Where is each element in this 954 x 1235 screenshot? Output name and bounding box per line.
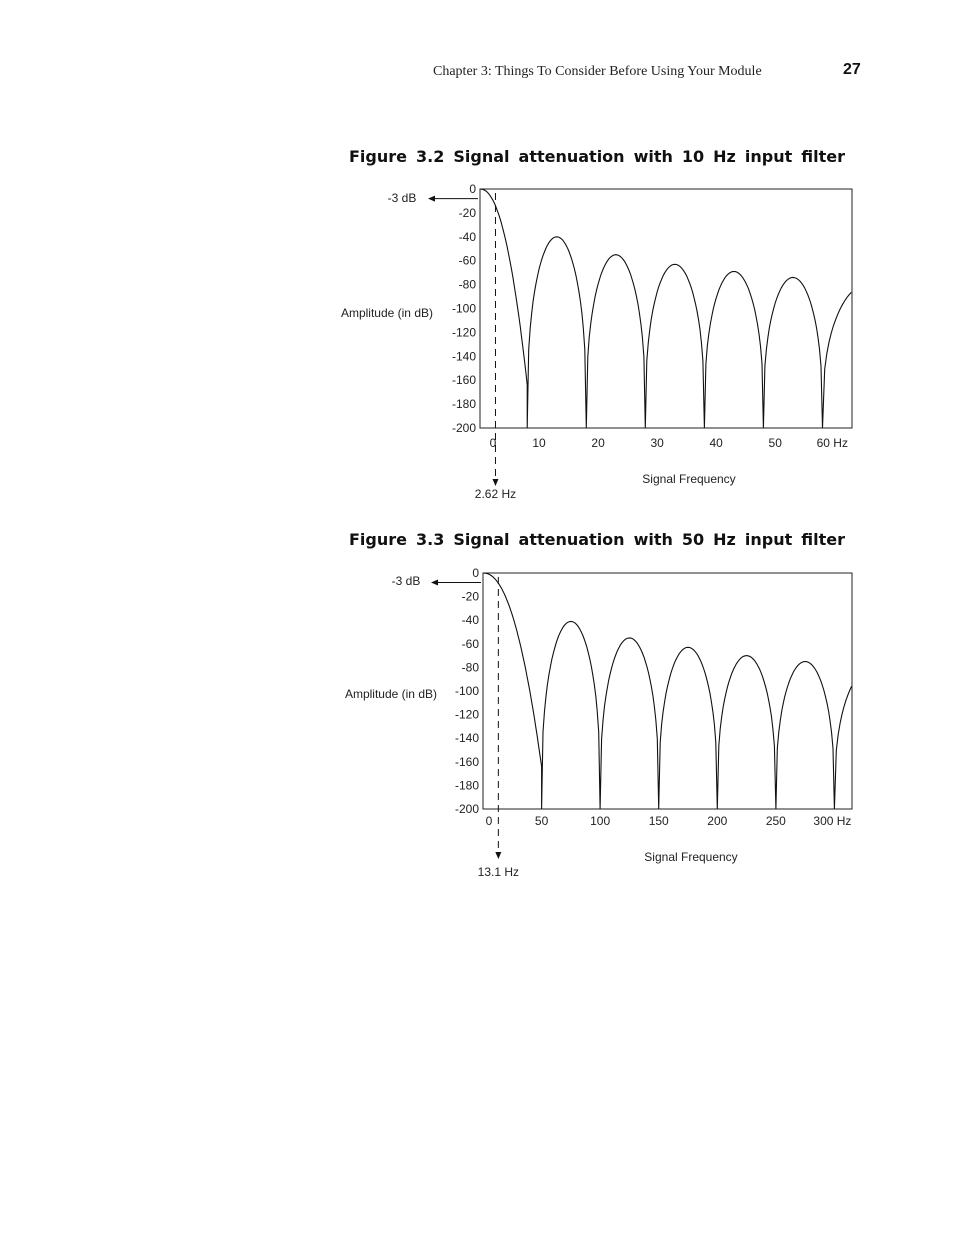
chart0-y-tick-label: -100 [451, 301, 476, 316]
chart0-cutoff-label: 2.62 Hz [474, 487, 517, 501]
chart0-cutoff-arrowhead [492, 479, 498, 486]
chart1-x-tick-label: 150 [648, 814, 669, 828]
chart0-y-axis-label: Amplitude (in dB) [340, 306, 433, 320]
page-number: 27 [843, 61, 861, 78]
chart0-y-tick-label: -160 [451, 373, 476, 388]
chart0-y-tick-label: -200 [451, 421, 476, 435]
chart0-x-axis-label: Signal Frequency [642, 472, 736, 486]
chart1-cutoff-arrowhead [495, 852, 501, 859]
chart1-y-tick-label: -100 [454, 684, 479, 698]
chart1-x-tick-label: 0 [485, 814, 493, 828]
chart0-x-tick-label: 10 [532, 436, 546, 450]
running-head: Chapter 3: Things To Consider Before Using Your Module [433, 64, 762, 79]
chart0-y-tick-label: 0 [469, 182, 476, 196]
chart1-plot-frame [483, 573, 852, 809]
chart0-y-tick-label: -20 [458, 205, 476, 220]
chart1-y-tick-label: -40 [461, 613, 479, 628]
chart0-y-tick-label: -120 [451, 325, 476, 340]
chart1-x-tick-label: 100 [590, 814, 611, 828]
figure-3-3-title: Figure 3.3 Signal attenuation with 50 Hz input filter [349, 530, 845, 549]
chart1-x-tick-label: 300 Hz [813, 814, 852, 828]
chart1-y-tick-label: -80 [461, 660, 479, 675]
chart0-x-tick-label: 40 [709, 436, 723, 450]
chart1-x-tick-label: 250 [765, 814, 786, 828]
chart0-db-marker-label: -3 dB [387, 191, 417, 205]
chart0-y-tick-label: -140 [451, 349, 476, 364]
figure-3-3-chart [0, 563, 954, 893]
figure-3-2-chart [0, 180, 954, 510]
chart0-y-tick-label: -80 [458, 277, 476, 292]
chart0-y-tick-label: -60 [458, 253, 476, 268]
chart1-y-tick-label: -180 [454, 778, 479, 793]
chart0-x-tick-label: 30 [650, 436, 664, 450]
chart1-db-marker-label: -3 dB [391, 574, 421, 588]
chart1-y-axis-label: Amplitude (in dB) [344, 687, 437, 701]
chart0-plot-frame [480, 189, 852, 428]
chart0-response-curve [480, 189, 851, 428]
chart1-y-tick-label: -200 [454, 802, 479, 816]
chart1-response-curve [483, 573, 852, 809]
chart1-y-tick-label: -160 [454, 754, 479, 769]
chart1-y-tick-label: -60 [461, 636, 479, 651]
chart0-y-tick-label: -180 [451, 397, 476, 412]
chart1-x-tick-label: 50 [534, 814, 549, 828]
figure-3-2-title: Figure 3.2 Signal attenuation with 10 Hz input filter [349, 147, 845, 166]
chart0-y-tick-label: -40 [458, 229, 476, 244]
chart0-db-marker-arrowhead [428, 196, 435, 202]
chart1-x-axis-label: Signal Frequency [644, 850, 738, 864]
chart0-x-tick-label: 50 [768, 436, 782, 450]
chart1-y-tick-label: -120 [454, 707, 479, 722]
chart1-x-tick-label: 200 [707, 814, 728, 828]
chart0-x-tick-label: 20 [591, 436, 605, 450]
chart1-y-tick-label: -20 [461, 589, 479, 604]
chart1-cutoff-label: 13.1 Hz [477, 865, 520, 879]
chart1-y-tick-label: 0 [472, 566, 479, 580]
chart1-db-marker-arrowhead [431, 580, 438, 586]
chart0-x-tick-label: 0 [489, 436, 497, 450]
chart0-x-tick-label: 60 Hz [816, 436, 848, 450]
chart1-y-tick-label: -140 [454, 731, 479, 746]
